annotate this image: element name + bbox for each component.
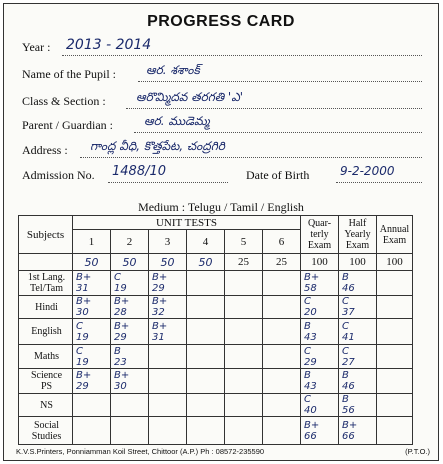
subject-name (19, 296, 73, 319)
mark-value: 56 (342, 405, 355, 416)
grade-value: B (114, 345, 121, 357)
grade-value: B+ (114, 320, 130, 332)
mark-cell (339, 417, 377, 445)
marks-table (18, 215, 413, 445)
subject-row (19, 271, 413, 296)
max-marks-cell (301, 254, 339, 271)
subject-name (19, 271, 73, 296)
mark-value: 37 (342, 307, 355, 318)
subject-row (19, 345, 413, 369)
mark-value: 29 (304, 356, 317, 368)
dob-row (246, 168, 309, 183)
mark-cell (73, 271, 111, 296)
unit-number: 4 (187, 230, 225, 254)
unit-number: 2 (111, 230, 149, 254)
mark-cell (377, 319, 413, 345)
max-marks-cell (377, 254, 413, 271)
mark-cell (377, 394, 413, 417)
subject-name-line: Maths (34, 351, 59, 362)
mark-value: 46 (342, 283, 355, 294)
mark-cell (301, 394, 339, 417)
subject-name (19, 417, 73, 445)
half-yearly-header-line2: Yearly (344, 229, 371, 240)
mark-value: 23 (114, 356, 127, 368)
mark-value: 29 (152, 283, 165, 294)
grade-value: C (342, 345, 349, 357)
max-marks-cell (187, 254, 225, 271)
grade-value: B+ (114, 370, 130, 381)
grade-value: B+ (152, 320, 168, 332)
mark-cell (301, 417, 339, 445)
mark-cell (263, 369, 301, 394)
mark-cell (339, 296, 377, 319)
max-marks-cell (339, 254, 377, 271)
mark-value: 40 (304, 405, 317, 416)
mark-cell (301, 296, 339, 319)
subject-row (19, 369, 413, 394)
name-row (22, 67, 116, 82)
subject-name-line: 1st Lang. (27, 272, 66, 283)
subject-name-line: Tel/Tam (29, 283, 64, 294)
year-label: Year : (22, 40, 51, 54)
card-title: PROGRESS CARD (147, 13, 295, 30)
mark-cell (225, 271, 263, 296)
mark-cell (187, 319, 225, 345)
mark-value: 31 (152, 331, 165, 343)
half-yearly-header-line3: Exam (345, 240, 370, 251)
mark-value: 28 (114, 307, 127, 318)
mark-cell (263, 296, 301, 319)
grade-value: B+ (76, 296, 92, 307)
dob-value: 9-2-2000 (340, 164, 395, 178)
admission-row (22, 168, 95, 183)
grade-value: B (342, 272, 349, 283)
mark-cell (111, 345, 149, 369)
mark-cell (111, 271, 149, 296)
mark-cell (377, 369, 413, 394)
year-line (62, 55, 422, 56)
mark-cell (111, 417, 149, 445)
grade-value: B+ (114, 296, 130, 307)
grade-value: B+ (76, 370, 92, 381)
quarterly-header-line2: terly (310, 229, 329, 240)
address-row (22, 143, 68, 158)
grade-value: B (304, 370, 311, 381)
grade-value: B+ (152, 296, 168, 307)
max-marks-cell (225, 254, 263, 271)
subject-name-line: NS (40, 399, 53, 411)
subject-name-line: Studies (31, 430, 62, 442)
grade-value: B+ (76, 272, 92, 283)
mark-cell (187, 369, 225, 394)
mark-cell (225, 319, 263, 345)
mark-value: 43 (304, 331, 317, 343)
class-value: ఆరొమ్మిదవ తరగతి 'ఎ' (136, 90, 244, 104)
mark-cell (301, 369, 339, 394)
year-row (22, 40, 50, 55)
mark-cell (225, 369, 263, 394)
mark-cell (73, 345, 111, 369)
grade-value: C (342, 296, 349, 307)
max-marks-cell (263, 254, 301, 271)
mark-cell (225, 345, 263, 369)
max-marks-cell (73, 254, 111, 271)
mark-cell (149, 296, 187, 319)
max-marks-blank (19, 254, 73, 271)
printer-info: K.V.S.Printers, Ponniamman Koil Street, Chittoor (A.P.) Ph : 08572-235590 (16, 447, 265, 456)
mark-cell (149, 417, 187, 445)
address-line (80, 157, 422, 158)
mark-cell (111, 369, 149, 394)
mark-cell (339, 394, 377, 417)
mark-cell (339, 271, 377, 296)
max-marks-cell (111, 254, 149, 271)
mark-value: 19 (76, 331, 89, 343)
name-label: Name of the Pupil : (22, 67, 116, 81)
max-marks-row (19, 254, 413, 271)
mark-value: 29 (114, 331, 127, 343)
mark-cell (225, 296, 263, 319)
annual-header (377, 216, 413, 254)
pto-label: (P.T.O.) (405, 447, 430, 456)
mark-value: 43 (304, 381, 317, 392)
mark-value: 32 (152, 307, 165, 318)
mark-cell (149, 369, 187, 394)
mark-value: 27 (342, 356, 355, 368)
grade-value: B (304, 320, 311, 332)
mark-cell (187, 345, 225, 369)
subject-row (19, 417, 413, 445)
unit-number: 5 (225, 230, 263, 254)
max-mark: 50 (198, 255, 213, 269)
admission-line (108, 182, 228, 183)
mark-cell (187, 394, 225, 417)
unit-tests-header: UNIT TESTS (73, 216, 301, 230)
mark-cell (73, 369, 111, 394)
annual-header-line2: Exam (382, 234, 407, 246)
mark-value: 41 (342, 331, 355, 343)
mark-cell (377, 271, 413, 296)
name-line (138, 81, 422, 82)
unit-number: 3 (149, 230, 187, 254)
mark-cell (263, 319, 301, 345)
unit-number: 6 (263, 230, 301, 254)
dob-line (336, 182, 422, 183)
subject-name (19, 369, 73, 394)
subject-name (19, 345, 73, 369)
mark-cell (377, 296, 413, 319)
mark-value: 66 (342, 430, 355, 442)
mark-value: 30 (114, 381, 127, 392)
mark-cell (187, 417, 225, 445)
mark-cell (263, 417, 301, 445)
class-row (22, 94, 106, 109)
footer (16, 447, 430, 456)
mark-cell (263, 345, 301, 369)
grade-value: C (304, 296, 311, 307)
parent-row (22, 118, 113, 133)
max-mark: 25 (238, 256, 249, 268)
mark-cell (339, 319, 377, 345)
mark-cell (187, 271, 225, 296)
max-mark: 50 (160, 255, 175, 269)
mark-cell (73, 296, 111, 319)
mark-cell (111, 296, 149, 319)
mark-cell (377, 345, 413, 369)
mark-value: 30 (76, 307, 89, 318)
max-mark: 25 (276, 256, 287, 268)
quarterly-header-line1: Quar- (307, 218, 332, 229)
subject-name-line: Science (30, 370, 63, 381)
mark-cell (301, 271, 339, 296)
mark-rows (19, 271, 413, 445)
grade-value: C (114, 272, 121, 283)
mark-value: 19 (76, 356, 89, 368)
mark-cell (73, 319, 111, 345)
class-label: Class & Section : (22, 94, 106, 108)
max-mark: 100 (386, 256, 403, 268)
subject-name-line: English (31, 326, 62, 337)
max-mark: 100 (349, 256, 366, 268)
half-yearly-header (339, 216, 377, 254)
mark-cell (339, 369, 377, 394)
address-label: Address : (22, 143, 68, 157)
grade-value: C (304, 394, 311, 405)
admission-value: 1488/10 (112, 164, 167, 179)
subject-name-line: PS (40, 381, 53, 392)
grade-value: B+ (342, 419, 358, 431)
mark-cell (111, 319, 149, 345)
name-value: ఆర. శశాంక్ (146, 63, 200, 77)
grade-value: C (76, 345, 83, 357)
max-marks-cell (149, 254, 187, 271)
max-mark: 100 (311, 256, 328, 268)
mark-cell (149, 319, 187, 345)
mark-cell (187, 296, 225, 319)
grade-value: B (342, 394, 349, 405)
mark-cell (377, 417, 413, 445)
mark-cell (301, 345, 339, 369)
max-mark: 50 (122, 255, 137, 269)
subject-row (19, 394, 413, 417)
progress-card (3, 3, 439, 461)
grade-value: C (76, 320, 83, 332)
parent-label: Parent / Guardian : (22, 118, 113, 132)
subject-row (19, 319, 413, 345)
mark-cell (301, 319, 339, 345)
quarterly-header (301, 216, 339, 254)
address-value: గాంద్ల వీధి, కొత్తపేట, చంద్రగిరి (90, 139, 225, 153)
mark-value: 29 (76, 381, 89, 392)
subjects-header: Subjects (19, 216, 73, 254)
subject-name (19, 319, 73, 345)
subject-name (19, 394, 73, 417)
parent-line (134, 132, 422, 133)
subject-row (19, 296, 413, 319)
unit-number: 1 (73, 230, 111, 254)
mark-value: 58 (304, 283, 317, 294)
grade-value: B+ (304, 272, 320, 283)
mark-cell (263, 271, 301, 296)
grade-value: B+ (304, 419, 320, 431)
mark-cell (263, 394, 301, 417)
mark-value: 20 (304, 307, 317, 318)
grade-value: B (342, 370, 349, 381)
class-line (126, 108, 422, 109)
subject-name-line: Social (34, 419, 59, 431)
mark-value: 19 (114, 283, 127, 294)
medium-line: Medium : Telugu / Tamil / English (138, 200, 304, 214)
dob-label: Date of Birth (246, 168, 310, 182)
mark-value: 31 (76, 283, 89, 294)
subject-name-line: Hindi (35, 301, 58, 313)
grade-value: C (304, 345, 311, 357)
year-value: 2013 - 2014 (66, 37, 152, 53)
mark-cell (149, 394, 187, 417)
mark-cell (225, 394, 263, 417)
mark-cell (339, 345, 377, 369)
half-yearly-header-line1: Half (348, 218, 367, 229)
annual-header-line1: Annual (379, 223, 410, 235)
quarterly-header-line3: Exam (307, 240, 332, 251)
admission-label: Admission No. (22, 168, 95, 182)
mark-cell (225, 417, 263, 445)
parent-value: ఆర. ముడెమ్మ (144, 114, 210, 128)
mark-cell (73, 417, 111, 445)
mark-cell (73, 394, 111, 417)
mark-cell (149, 271, 187, 296)
mark-cell (111, 394, 149, 417)
grade-value: B+ (152, 272, 168, 283)
mark-value: 46 (342, 381, 355, 392)
grade-value: C (342, 320, 349, 332)
max-mark: 50 (84, 255, 99, 269)
mark-cell (149, 345, 187, 369)
mark-value: 66 (304, 430, 317, 442)
